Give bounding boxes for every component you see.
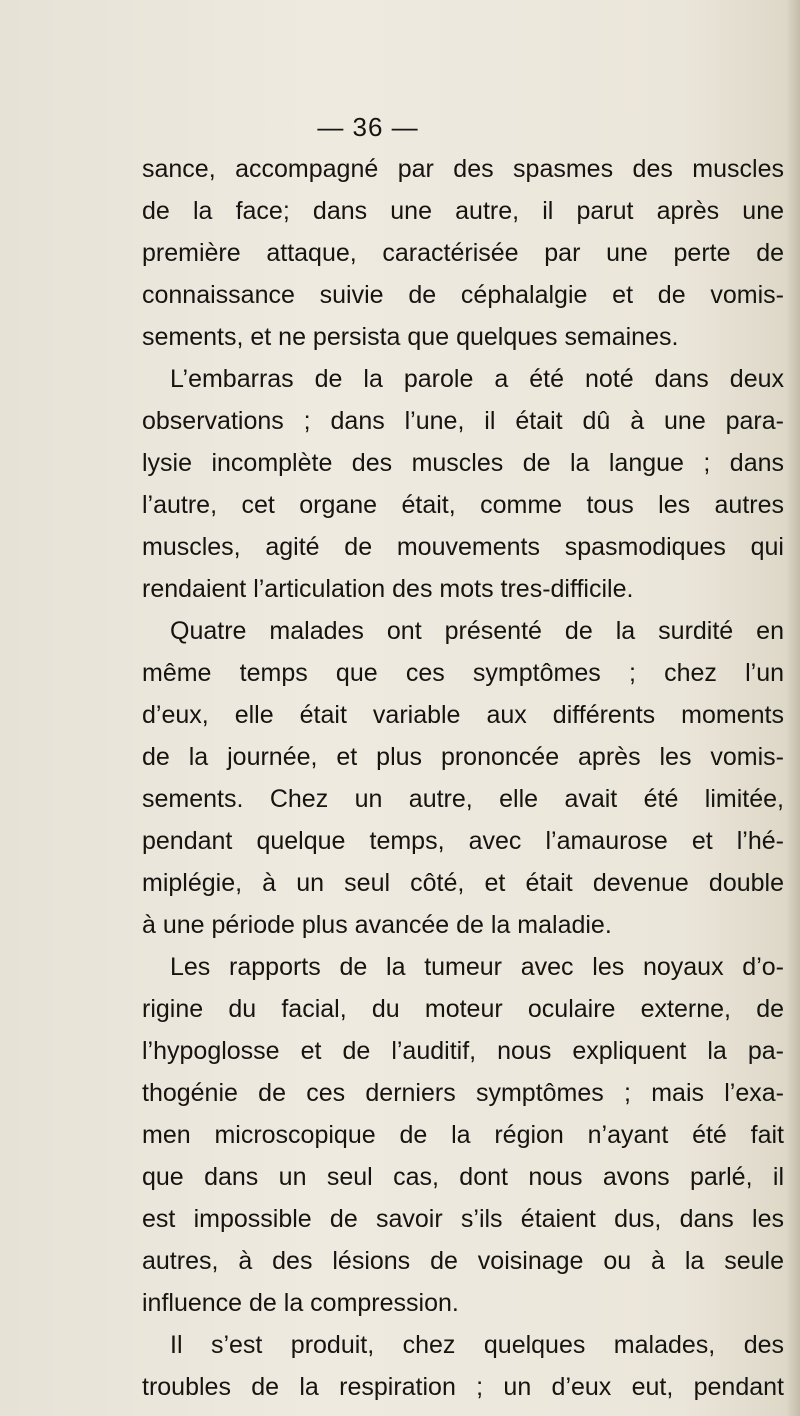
- text-line: influence de la compression.: [142, 1289, 459, 1317]
- text-line: sements. Chez un autre, elle avait été limitée,: [142, 785, 784, 813]
- text-line: que dans un seul cas, dont nous avons parlé, il: [142, 1163, 784, 1191]
- text-line: rendaient l’articulation des mots tres-difficile.: [142, 575, 634, 603]
- body-text: [142, 148, 784, 1408]
- text-line: à une période plus avancée de la maladie.: [142, 911, 612, 939]
- text-line: même temps que ces symptômes ; chez l’un: [142, 659, 784, 687]
- text-line: muscles, agité de mouvements spasmodiques qui: [142, 533, 784, 561]
- text-line: autres, à des lésions de voisinage ou à la seule: [142, 1247, 784, 1275]
- text-line: Les rapports de la tumeur avec les noyaux d’o-: [170, 953, 784, 981]
- text-line: de la journée, et plus prononcée après les vomis-: [142, 743, 784, 771]
- text-line: miplégie, à un seul côté, et était devenue double: [142, 869, 784, 897]
- text-line: de la face; dans une autre, il parut après une: [142, 197, 784, 225]
- text-line: d’eux, elle était variable aux différents moments: [142, 701, 784, 729]
- text-line: l’hypoglosse et de l’auditif, nous expliquent la pa-: [142, 1037, 784, 1065]
- text-line: troubles de la respiration ; un d’eux eut, pendant: [142, 1373, 784, 1401]
- text-line: sance, accompagné par des spasmes des muscles: [142, 155, 784, 183]
- text-line: Il s’est produit, chez quelques malades, des: [170, 1331, 784, 1359]
- page-number: — 36 —: [317, 112, 419, 142]
- text-line: pendant quelque temps, avec l’amaurose et l’hé-: [142, 827, 784, 855]
- text-line: Quatre malades ont présenté de la surdité en: [170, 617, 784, 645]
- text-line: l’autre, cet organe était, comme tous les autres: [142, 491, 784, 519]
- text-line: thogénie de ces derniers symptômes ; mais l’exa-: [142, 1079, 784, 1107]
- text-line: rigine du facial, du moteur oculaire externe, de: [142, 995, 784, 1023]
- text-line: lysie incomplète des muscles de la langue ; dans: [142, 449, 784, 477]
- text-line: observations ; dans l’une, il était dû à une para-: [142, 407, 784, 435]
- text-line: connaissance suivie de céphalalgie et de vomis-: [142, 281, 784, 309]
- text-line: première attaque, caractérisée par une perte de: [142, 239, 784, 267]
- text-line: sements, et ne persista que quelques semaines.: [142, 323, 679, 351]
- text-line: est impossible de savoir s’ils étaient dus, dans les: [142, 1205, 784, 1233]
- text-line: L’embarras de la parole a été noté dans deux: [170, 365, 784, 393]
- text-line: men microscopique de la région n’ayant été fait: [142, 1121, 784, 1149]
- page-edge-shadow: [786, 0, 800, 1416]
